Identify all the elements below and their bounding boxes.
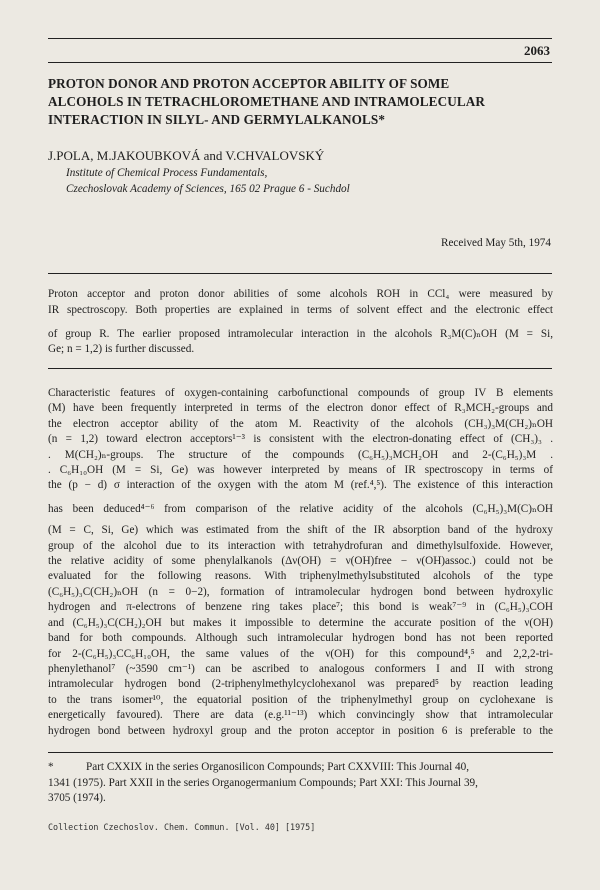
footnote-rule bbox=[48, 752, 553, 753]
abstract-rule-top bbox=[48, 273, 552, 274]
body-line: the (p − d) σ interaction of the oxygen with the atom M (ref.⁴,⁵). The existence of this interaction bbox=[48, 479, 553, 492]
footnote-text bbox=[48, 760, 553, 807]
footnote-line: 1341 (1975). Part XXII in the series Organogermanium Compounds; Part XXI: This Journal 39, bbox=[48, 776, 478, 789]
body-line: (n = 1,2) toward electron acceptors¹⁻³ is consistent with the electron-donating effect of (CH₃)₃ . bbox=[48, 433, 553, 446]
footnote-line: 3705 (1974). bbox=[48, 792, 106, 804]
abstract-line: Proton acceptor and proton donor abilities of some alcohols ROH in CCl₄ were measured by bbox=[48, 288, 553, 300]
affiliation bbox=[66, 166, 350, 197]
body-line: has been deduced⁴⁻⁶ from comparison of the relative acidity of the alcohols (C₆H₅)₃M(C)ₙOH bbox=[48, 502, 553, 515]
title-line: PROTON DONOR AND PROTON ACCEPTOR ABILITY OF SOME bbox=[48, 76, 450, 91]
affiliation-line: Institute of Chemical Process Fundamentals, bbox=[66, 167, 268, 179]
body-text bbox=[48, 386, 553, 739]
affiliation-line: Czechoslovak Academy of Sciences, 165 02 Prague 6 - Suchdol bbox=[66, 182, 350, 195]
body-line: hydrogen and π-electrons of benzene ring takes place⁷; this bond is weak⁷⁻⁹ in (C₆H₅)₃COH bbox=[48, 601, 553, 614]
abstract-rule-bottom bbox=[48, 368, 552, 369]
footnote bbox=[48, 760, 553, 807]
abstract-line: Ge; n = 1,2) is further discussed. bbox=[48, 343, 195, 356]
title-line: INTERACTION IN SILYL- AND GERMYLALKANOLS* bbox=[48, 112, 386, 127]
body-line: Characteristic features of oxygen-containing carbofunctional compounds of group IV B elements bbox=[48, 387, 553, 399]
body-line: (M) have been frequently interpreted in terms of the electron donor effect of R₃MCH₂-groups and bbox=[48, 402, 553, 415]
abstract-line: IR spectroscopy. Both properties are explained in terms of solvent effect and the electronic effect bbox=[48, 303, 553, 316]
body-line: . C₆H₁₀OH (M = Si, Ge) was however interpreted by means of IR spectroscopy in terms of bbox=[48, 464, 553, 477]
body-line: evaluated for the following reasons. With triphenylmethylsubstituted alcohols of the type bbox=[48, 570, 553, 583]
body-line: band for both compounds. Although such intramolecular hydrogen bond has not been reported bbox=[48, 632, 553, 645]
body-line: phenylethanol⁷ (~3590 cm⁻¹) can be ascribed to analogous conformers I and II with strong bbox=[48, 662, 553, 675]
title-line: ALCOHOLS IN TETRACHLOROMETHANE AND INTRAMOLECULAR bbox=[48, 94, 485, 109]
body-line: . M(CH₂)ₙ-groups. The structure of the compounds (C₆H₅)₃MCH₂OH and 2-(C₆H₅)₃M . bbox=[48, 448, 553, 461]
body-line: hydrogen bond between hydroxyl group and the proton acceptor in position 6 is preferable to the bbox=[48, 724, 553, 737]
author-list: J.POLA, M.JAKOUBKOVÁ and V.CHVALOVSKÝ bbox=[48, 148, 325, 163]
abstract-line: of group R. The earlier proposed intramolecular interaction in the alcohols R₃M(C)ₙOH (M = Si, bbox=[48, 327, 553, 340]
body-line: group of the alcohol due to its interaction with tetrahydrofuran and dimethylsulfoxide. However, bbox=[48, 539, 553, 552]
footnote-marker: * bbox=[48, 761, 54, 773]
page-number: 2063 bbox=[524, 43, 550, 58]
journal-footer: Collection Czechoslov. Chem. Commun. [Vol. 40] [1975] bbox=[48, 822, 316, 832]
body-line: for 2-(C₆H₅)₃CC₆H₁₀OH, the same values of the ν(OH) for this compound⁴,⁵ and 2,2,2-tri- bbox=[48, 647, 553, 660]
body-line: the relative acidity of some phenylalkanols (Δν(OH) = ν(OH)free − ν(OH)assoc.) could not be bbox=[48, 555, 553, 568]
body-line: intramolecular hydrogen bond (2-triphenylmethylcyclohexanol was prepared⁵ by reaction leading bbox=[48, 678, 553, 691]
footnote-line: Part CXXIX in the series Organosilicon Compounds; Part CXXVIII: This Journal 40, bbox=[86, 761, 470, 773]
abstract bbox=[48, 287, 553, 358]
article-title bbox=[48, 75, 548, 129]
received-date: Received May 5th, 1974 bbox=[441, 237, 551, 249]
body-line: (M = C, Si, Ge) which was estimated from the shift of the IR absorption band of the hydroxy bbox=[48, 524, 553, 537]
body-line: and (C₆H₅)₃C(CH₂)₂OH but makes it impossible to determine the accurate position of the ν(OH) bbox=[48, 616, 553, 629]
body-line: to the trans isomer¹⁰, the equatorial position of the triphenylmethyl group on cyclohexane is bbox=[48, 693, 553, 706]
body-line: (C₆H₅)₃C(CH₂)ₙOH (n = 0−2), formation of intramolecular hydrogen bond between hydroxylic bbox=[48, 585, 553, 598]
header-rule bbox=[48, 38, 552, 39]
header-rule-lower bbox=[48, 62, 552, 63]
body-line: energetically favoured). There are data (e.g.¹¹⁻¹³) which convincingly show that intramolecular bbox=[48, 709, 553, 722]
body-line: the electron acceptor ability of the atom M. Reactivity of the alcohols (CH₃)₃M(CH₂)ₙOH bbox=[48, 417, 553, 430]
